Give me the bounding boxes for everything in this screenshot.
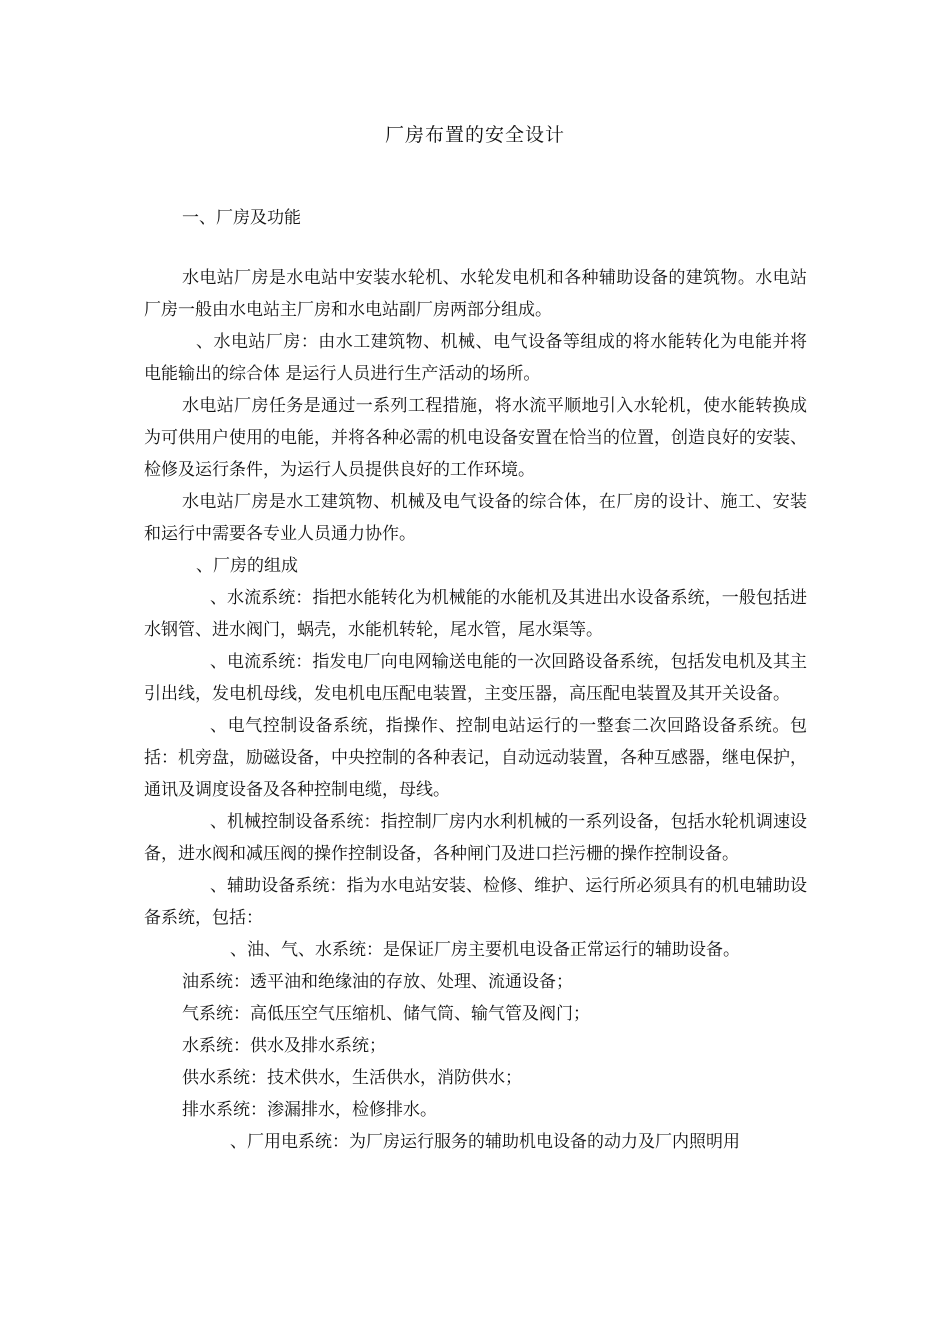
paragraph: 、辅助设备系统：指为水电站安装、检修、维护、运行所必须具有的机电辅助设备系统，包括： <box>144 876 807 928</box>
list-item: 排水系统：渗漏排水，检修排水。 <box>182 1100 437 1120</box>
list-item: 供水系统：技术供水，生活供水，消防供水； <box>182 1068 522 1088</box>
list-item: 油系统：透平油和绝缘油的存放、处理、流通设备； <box>182 972 573 992</box>
paragraph: 水电站厂房任务是通过一系列工程措施，将水流平顺地引入水轮机，使水能转换成为可供用户使用的电能，并将各种必需的机电设备安置在恰当的位置，创造良好的安装、检修及运行条件，为运行人员提供良好的工作环境。 <box>144 396 807 480</box>
paragraph: 水电站厂房是水工建筑物、机械及电气设备的综合体，在厂房的设计、施工、安装和运行中需要各专业人员通力协作。 <box>144 492 807 544</box>
section-heading: 一、厂房及功能 <box>182 208 301 228</box>
paragraph: 、水电站厂房：由水工建筑物、机械、电气设备等组成的将水能转化为电能并将电能输出的综合体 是运行人员进行生产活动的场所。 <box>144 332 807 384</box>
list-item: 水系统：供水及排水系统； <box>182 1036 386 1056</box>
document-title: 厂房布置的安全设计 <box>384 124 565 146</box>
subheading: 、厂房的组成 <box>196 556 298 576</box>
paragraph: 、机械控制设备系统：指控制厂房内水利机械的一系列设备，包括水轮机调速设备，进水阀和减压阀的操作控制设备，各种闸门及进口拦污栅的操作控制设备。 <box>144 812 807 864</box>
paragraph: 、电流系统：指发电厂向电网输送电能的一次回路设备系统，包括发电机及其主引出线，发电机母线，发电机电压配电装置，主变压器，高压配电装置及其开关设备。 <box>144 652 807 704</box>
paragraph: 水电站厂房是水电站中安装水轮机、水轮发电机和各种辅助设备的建筑物。水电站厂房一般由水电站主厂房和水电站副厂房两部分组成。 <box>144 268 807 320</box>
paragraph: 、水流系统：指把水能转化为机械能的水能机及其进出水设备系统，一般包括进水钢管、进水阀门，蜗壳，水能机转轮，尾水管，尾水渠等。 <box>144 588 807 640</box>
paragraph: 、油、气、水系统：是保证厂房主要机电设备正常运行的辅助设备。 <box>230 940 740 960</box>
paragraph: 、厂用电系统：为厂房运行服务的辅助机电设备的动力及厂内照明用 <box>230 1132 740 1152</box>
document-body <box>144 262 807 1158</box>
paragraph: 、电气控制设备系统，指操作、控制电站运行的一整套二次回路设备系统。包括：机旁盘，励磁设备，中央控制的各种表记，自动远动装置，各种互感器，继电保护，通讯及调度设备及各种控制电缆，母线。 <box>144 716 807 800</box>
list-item: 气系统：高低压空气压缩机、储气筒、输气管及阀门； <box>182 1004 590 1024</box>
